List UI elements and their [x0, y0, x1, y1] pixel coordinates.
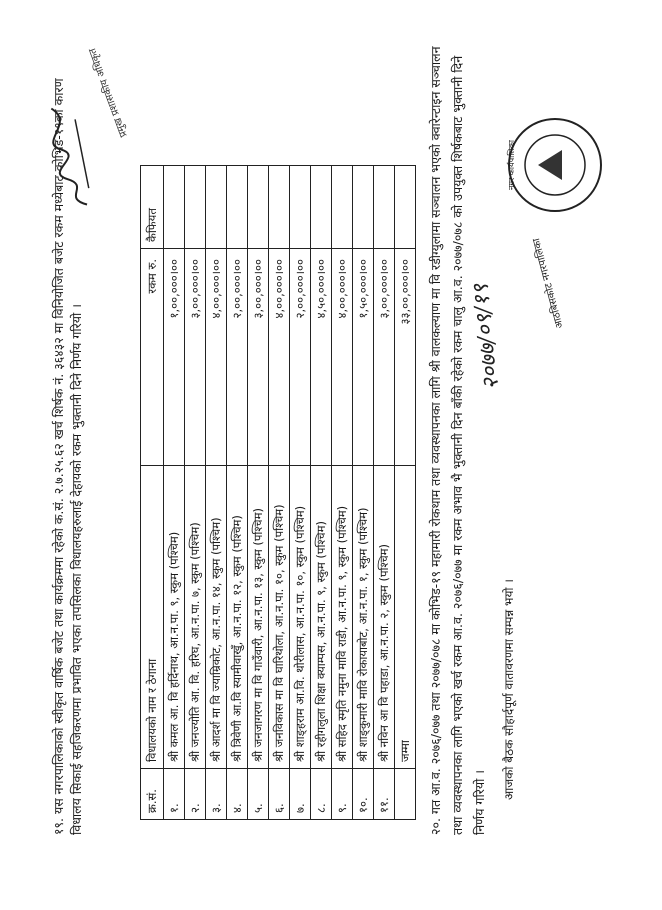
- table-row: [248, 166, 269, 820]
- row-serial: २.: [185, 769, 206, 820]
- row-school-name: श्री शाङ्‌हराम आ.वि. थोरीलास, आ.न.पा. १०, स्कुम (पश्चिम): [290, 466, 311, 769]
- row-serial: ५.: [248, 769, 269, 820]
- row-school-name: श्री कमल आ. वि हर्दिनाथ, आ.न.पा. ९, स्कुम (पश्चिम): [164, 466, 185, 769]
- row-school-name: श्री रहीगलुला शिक्षा क्याम्पस, आ.न.पा. ९, स्कुम (पश्चिम): [311, 466, 332, 769]
- row-school-name: श्री जनज्योति आ. वि. हरिघ, आ.न.पा. ७, स्कुम (पश्चिम): [185, 466, 206, 769]
- meeting-close-text: आजको बैठक सौहार्दपूर्ण वातावरणमा सम्पन्न भयो ।: [502, 579, 516, 800]
- total-amount: ३३,००,०००।००: [395, 249, 416, 466]
- row-amount: ४,००,०००।००: [269, 249, 290, 466]
- municipality-seal-icon: [500, 110, 610, 220]
- school-payment-table: [140, 165, 416, 820]
- official-stamp-text: प्रमुख प्रशासकीय अधिकृत: [87, 46, 130, 139]
- table-row: [290, 166, 311, 820]
- row-amount: १,००,०००।००: [164, 249, 185, 466]
- header-school-name: विधालयको नाम र ठेगाना: [141, 466, 164, 769]
- decision-20-text: २०. गत आ.व. २०७६/०७७ तथा २०७७/०७८ मा कोभिड-१९ महामारी रोकथाम तथा व्यवस्थापनका लागि श्री वालकल्याण मा वि रडीग्युलामा सञ्चालन भएको क्वारेन्टाइन सञ्चालन तथा व्यवस्थापनका लागि भएको खर्च रकम आ.व. २०७६/०७७ मा रकम अभाव भै भुक्तानी दिन बाँकी रहेको रकम चालु आ.व. २०७७/०७८ को उपयुक्त शिर्षकबाट भुक्तानी दिने निर्णय गरियो ।: [428, 46, 487, 835]
- municipality-stamp-text: आठबिसकोट नगरपालिका: [531, 237, 566, 330]
- header-remarks: कैफियत: [141, 166, 164, 249]
- row-remarks: [227, 166, 248, 249]
- row-school-name: श्री जनजागरण मा वि गाउँवारी, आ.न.पा. १३, स्कुम (पश्चिम): [248, 466, 269, 769]
- row-school-name: श्री सहिद स्मृति नमुना मावि राडी, आ.न.पा. ९, स्कुम (पश्चिम): [332, 466, 353, 769]
- row-serial: ३.: [206, 769, 227, 820]
- header-amount: रकम रु.: [141, 249, 164, 466]
- row-serial: ९.: [332, 769, 353, 820]
- row-school-name: श्री शाङ्‌कुमारी मावि रोकायाबोट, आ.न.पा. १, स्कुम (पश्चिम): [353, 466, 374, 769]
- table-row: [374, 166, 395, 820]
- row-remarks: [311, 166, 332, 249]
- row-amount: ३,००,०००।००: [374, 249, 395, 466]
- svg-text:नगर कार्यपालिका: नगर कार्यपालिका: [507, 140, 516, 190]
- row-amount: ३,००,०००।००: [185, 249, 206, 466]
- row-remarks: [164, 166, 185, 249]
- table-row: [311, 166, 332, 820]
- row-serial: १०.: [353, 769, 374, 820]
- row-remarks: [332, 166, 353, 249]
- row-amount: ४,५०,०००।००: [311, 249, 332, 466]
- table-row: [185, 166, 206, 820]
- table-row: [206, 166, 227, 820]
- row-serial: ४.: [227, 769, 248, 820]
- row-remarks: [374, 166, 395, 249]
- row-amount: ४,००,०००।००: [332, 249, 353, 466]
- row-serial: ७.: [290, 769, 311, 820]
- row-serial: १.: [164, 769, 185, 820]
- row-serial: ८.: [311, 769, 332, 820]
- total-remarks-cell: [395, 166, 416, 249]
- row-school-name: श्री जनविकास मा वि घारिथोला, आ.न.पा. १०, स्कुम (पश्चिम): [269, 466, 290, 769]
- table-row: [227, 166, 248, 820]
- row-remarks: [353, 166, 374, 249]
- row-serial: ६.: [269, 769, 290, 820]
- row-amount: १,५०,०००।००: [353, 249, 374, 466]
- table-row: [353, 166, 374, 820]
- handwritten-date-signature: २०७७/०९/१९: [468, 282, 505, 391]
- row-remarks: [269, 166, 290, 249]
- row-amount: ३,००,०००।००: [248, 249, 269, 466]
- row-amount: २,००,०००।००: [227, 249, 248, 466]
- row-amount: ४,००,०००।००: [206, 249, 227, 466]
- table-row: [164, 166, 185, 820]
- header-serial: क्र.सं.: [141, 769, 164, 820]
- row-amount: २,००,०००।००: [290, 249, 311, 466]
- table-row: [332, 166, 353, 820]
- row-serial: ११.: [374, 769, 395, 820]
- table-row: [269, 166, 290, 820]
- decision-19-text: १९. यस नगरपालिकाको स्वीकृत वार्षिक बजेट तथा कार्यक्रममा रहेको क.सं. २.७.२५.६२ खर्च शिर्षक नं. ३६४३२ मा विनियोजित बजेट रकम मध्येबाट कोभिड-१९का कारण विधालय सिकाई सहजिकरणमा प्रभावित भएका तपसिलका विधालयहरुलाई देहायको रकम भुक्तानी दिने निर्णय गरियो ।: [51, 78, 84, 835]
- row-remarks: [206, 166, 227, 249]
- row-school-name: श्री त्रिवेणी आ.वि स्यामीवाखुँ, आ.न.पा. १२, स्कुम (पश्चिम): [227, 466, 248, 769]
- total-serial-cell: [395, 769, 416, 820]
- row-remarks: [290, 166, 311, 249]
- row-school-name: श्री आदर्श मा वि ज्याम्रिकोट, आ.न.पा. १४, स्कुम (पश्चिम): [206, 466, 227, 769]
- row-school-name: श्री नविन आ वि पहाडा, आ.न.पा. २, स्कुम (पश्चिम): [374, 466, 395, 769]
- row-remarks: [185, 166, 206, 249]
- row-remarks: [248, 166, 269, 249]
- total-label: जम्मा: [395, 466, 416, 769]
- table-total-row: [395, 166, 416, 820]
- table-header-row: [141, 166, 164, 820]
